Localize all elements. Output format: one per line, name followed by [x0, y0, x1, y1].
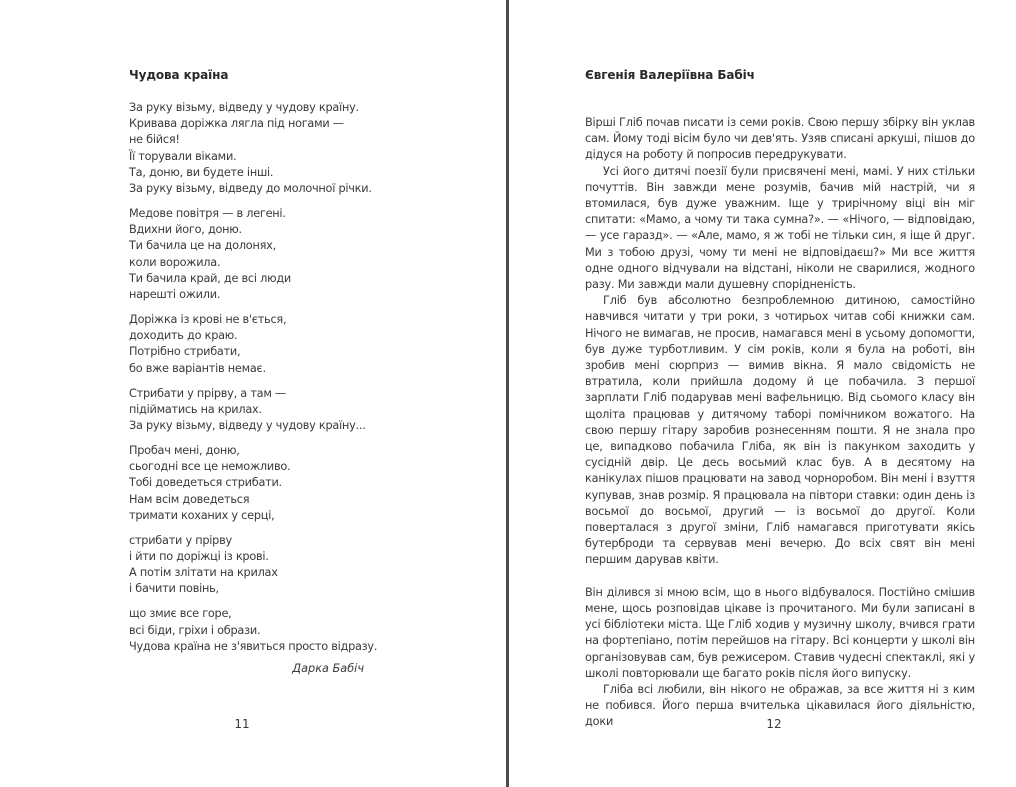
poem-line: Вдихни його, доню. — [129, 223, 242, 237]
paragraph: Вірші Гліб почав писати із семи років. Свою першу збірку він уклав сам. Йому тоді вісім було чи дев'ять. Узяв списані аркуші, пішов до дідуся на роботу й попросив передрукувати. — [585, 116, 975, 162]
poem-stanza — [129, 606, 378, 655]
poem-stanza — [129, 386, 369, 435]
poem-signature: Дарка Бабіч — [292, 662, 364, 675]
poem-line: Нам всім доведеться — [129, 492, 250, 506]
poem-line: і бачити повінь, — [129, 582, 219, 596]
poem-stanza — [129, 533, 369, 598]
poem-line: коли ворожила. — [129, 255, 221, 269]
poem-line: тримати коханих у серці, — [129, 508, 275, 522]
poem-line: підійматись на крилах. — [129, 402, 262, 416]
poem-line: що змиє все горе, — [129, 607, 232, 621]
poem-line: А потім злітати на крилах — [129, 566, 278, 580]
poem-stanza — [129, 206, 369, 303]
page-number-right: 12 — [766, 717, 782, 731]
poem-line: Потрібно стрибати, — [129, 345, 241, 359]
poem-line: Ти бачила край, де всі люди — [129, 271, 291, 285]
poem-line: Ти бачила це на долонях, — [129, 239, 276, 253]
left-page — [0, 0, 506, 787]
poem-body — [129, 100, 378, 664]
poem-line: Медове повітря — в легені. — [129, 207, 286, 221]
poem-line: За руку візьму, відведу до молочної річки. — [129, 182, 372, 196]
poem-line: сьогодні все це неможливо. — [129, 460, 291, 474]
poem-line: Чудова країна не з'явиться просто відразу. — [129, 639, 378, 653]
poem-line: не бійся! — [129, 133, 180, 147]
poem-line: Кривава доріжка лягла під ногами — — [129, 117, 344, 131]
paragraph: Гліб був абсолютно безпроблемною дитиною, самостійно навчився читати у три роки, з чотирьох читав собі книжки сам. Нічого не вимагав, не просив, намагався мені в усьому допомогти, був дуже турботливим. У сім років, коли я була на роботі, він зробив мені сюрприз — вимив вікна. Я мало свідомість не втратила, коли прийшла додому й це побачила. З першої зарплати Гліб подарував мені вафельницю. Від сьомого класу він щоліта працював у дитячому таборі помічником вожатого. На свою першу гітару заробив рознесенням пошти. Я не знала про це, випадково побачила Гліба, як він із пакунком заходить у сусідній двір. Це десь восьмий клас був. А в десятому на канікулах пішов працювати на завод чорноробом. Він мені і взуття купував, знав розмір. Я працювала на півтори ставки: один день із восьмої до восьмої, другий — із восьмої до другої. Коли поверталася з другої зміни, Гліб намагався приготувати якісь бутерброди та сервував мені вечерю. До всіх свят він мені першим дарував квіти. — [585, 294, 975, 567]
poem-line: стрибати у прірву — [129, 533, 232, 547]
poem-stanza — [129, 312, 369, 377]
poem-line: бо вже варіантів немає. — [129, 361, 266, 375]
right-page — [509, 0, 1016, 787]
paragraph: Він ділився зі мною всім, що в нього відбувалося. Постійно смішив мене, щось розповідав цікаве із прочитаного. Ми були записані в усі бібліотеки міста. Ще Гліб ходив у музичну школу, вчився грати на фортепіано, потім перейшов на гітару. Всі концерти у школі він організовував сам, був режисером. Ставив чудесні спектаклі, які у школі повторювали ще багато років після його випуску. — [585, 585, 975, 680]
poem-line: За руку візьму, відведу у чудову країну... — [129, 419, 366, 433]
poem-line: Та, доню, ви будете інші. — [129, 165, 274, 179]
poem-stanza — [129, 443, 369, 524]
poem-line: Стрибати у прірву, а там — — [129, 386, 286, 400]
poem-line: Тобі доведеться стрибати. — [129, 476, 282, 490]
poem-line: всі біди, гріхи і образи. — [129, 623, 261, 637]
poem-line: доходить до краю. — [129, 329, 238, 343]
page-number-left: 11 — [234, 717, 250, 731]
poem-title: Чудова країна — [129, 68, 229, 82]
poem-line: Доріжка із крові не в'ється, — [129, 313, 287, 327]
poem-line: і йти по доріжці із крові. — [129, 550, 269, 564]
prose-body — [585, 115, 975, 731]
poem-line: Пробач мені, доню, — [129, 444, 240, 458]
poem-line: Її торували віками. — [129, 149, 237, 163]
paragraph: Усі його дитячі поезії були присвячені мені, мамі. У них стільки почуттів. Він завжди мене розумів, бачив мій настрій, чи я втомилася, був дуже уважним. Іще у трирічному віці він міг спитати: «Мамо, а чому ти така сумна?». — «Нічого, — відповідаю, — усе гаразд». — «Але, мамо, я ж тобі не тільки син, я іще й друг. Ми з тобою друзі, чому ти мені не відповідаєш?» Ми все життя одне одного відчували на відстані, ніколи не сварилися, жодного разу. Ми завжди мали душевну спорідненість. — [585, 164, 975, 292]
paragraph: Гліба всі любили, він нікого не ображав, за все життя ні з ким не побився. Його перша вчителька цікавилася його діяльністю, доки — [585, 682, 975, 729]
poem-line: нарешті ожили. — [129, 288, 221, 302]
author-title: Євгенія Валеріївна Бабіч — [585, 68, 755, 82]
poem-line: За руку візьму, відведу у чудову країну. — [129, 101, 359, 114]
poem-stanza — [129, 100, 372, 197]
